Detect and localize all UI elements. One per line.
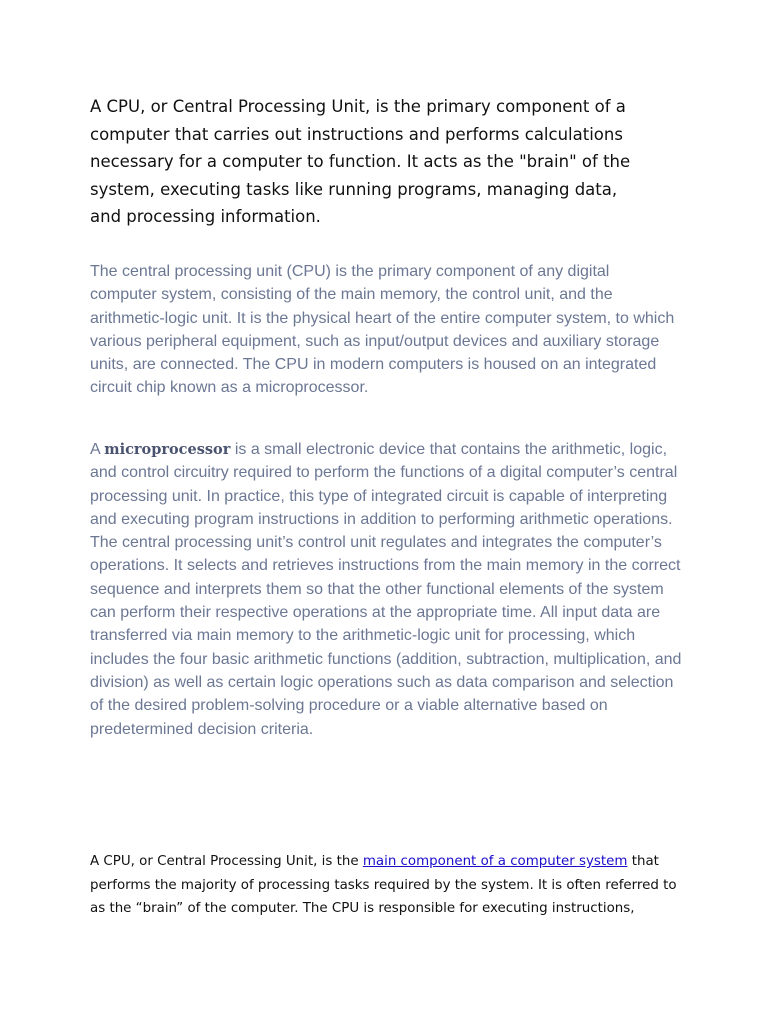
- summary-paragraph: [90, 850, 680, 921]
- main-component-link[interactable]: main component of a computer system: [362, 854, 628, 869]
- summary-text-after: that performs the majority of processing tasks required by the system. It is often referred to as the “brain” of the computer. The CPU is responsible for executing instructions,: [90, 854, 677, 917]
- summary-text-before: A CPU, or Central Processing Unit, is the: [90, 854, 363, 869]
- microprocessor-paragraph: [90, 438, 690, 531]
- microprocessor-lead: A: [90, 441, 105, 458]
- control-unit-paragraph: The central processing unit’s control unit regulates and integrates the computer’s operations. It selects and retrieves instructions from the main memory in the correct sequence and interprets them so that the other functional elements of the system can perform their respective operations at the appropriate time. All input data are transferred via main memory to the arithmetic-logic unit for processing, which includes the four basic arithmetic functions (addition, subtraction, multiplication, and division) as well as certain logic operations such as data comparison and selection of the desired problem-solving procedure or a viable alternative based on predetermined decision criteria.: [90, 534, 682, 738]
- microprocessor-section: [90, 438, 690, 741]
- microprocessor-description: is a small electronic device that contains the arithmetic, logic, and control circuitry required to perform the functions of a digital computer’s central processing unit. In practice, this type of integrated circuit is capable of interpreting and executing program instructions in addition to performing arithmetic operations.: [90, 441, 678, 528]
- intro-paragraph: A CPU, or Central Processing Unit, is the primary component of a computer that carries out instructions and performs calculations necessary for a computer to function. It acts as the "brain" of the system, executing tasks like running programs, managing data, and processing information.: [90, 97, 631, 226]
- cpu-definition-paragraph: The central processing unit (CPU) is the primary component of any digital computer system, consisting of the main memory, the control unit, and the arithmetic-logic unit. It is the physical heart of the entire computer system, to which various peripheral equipment, such as input/output devices and auxiliary storage units, are connected. The CPU in modern computers is housed on an integrated circuit chip known as a microprocessor.: [90, 263, 675, 397]
- microprocessor-term: microprocessor: [104, 441, 231, 458]
